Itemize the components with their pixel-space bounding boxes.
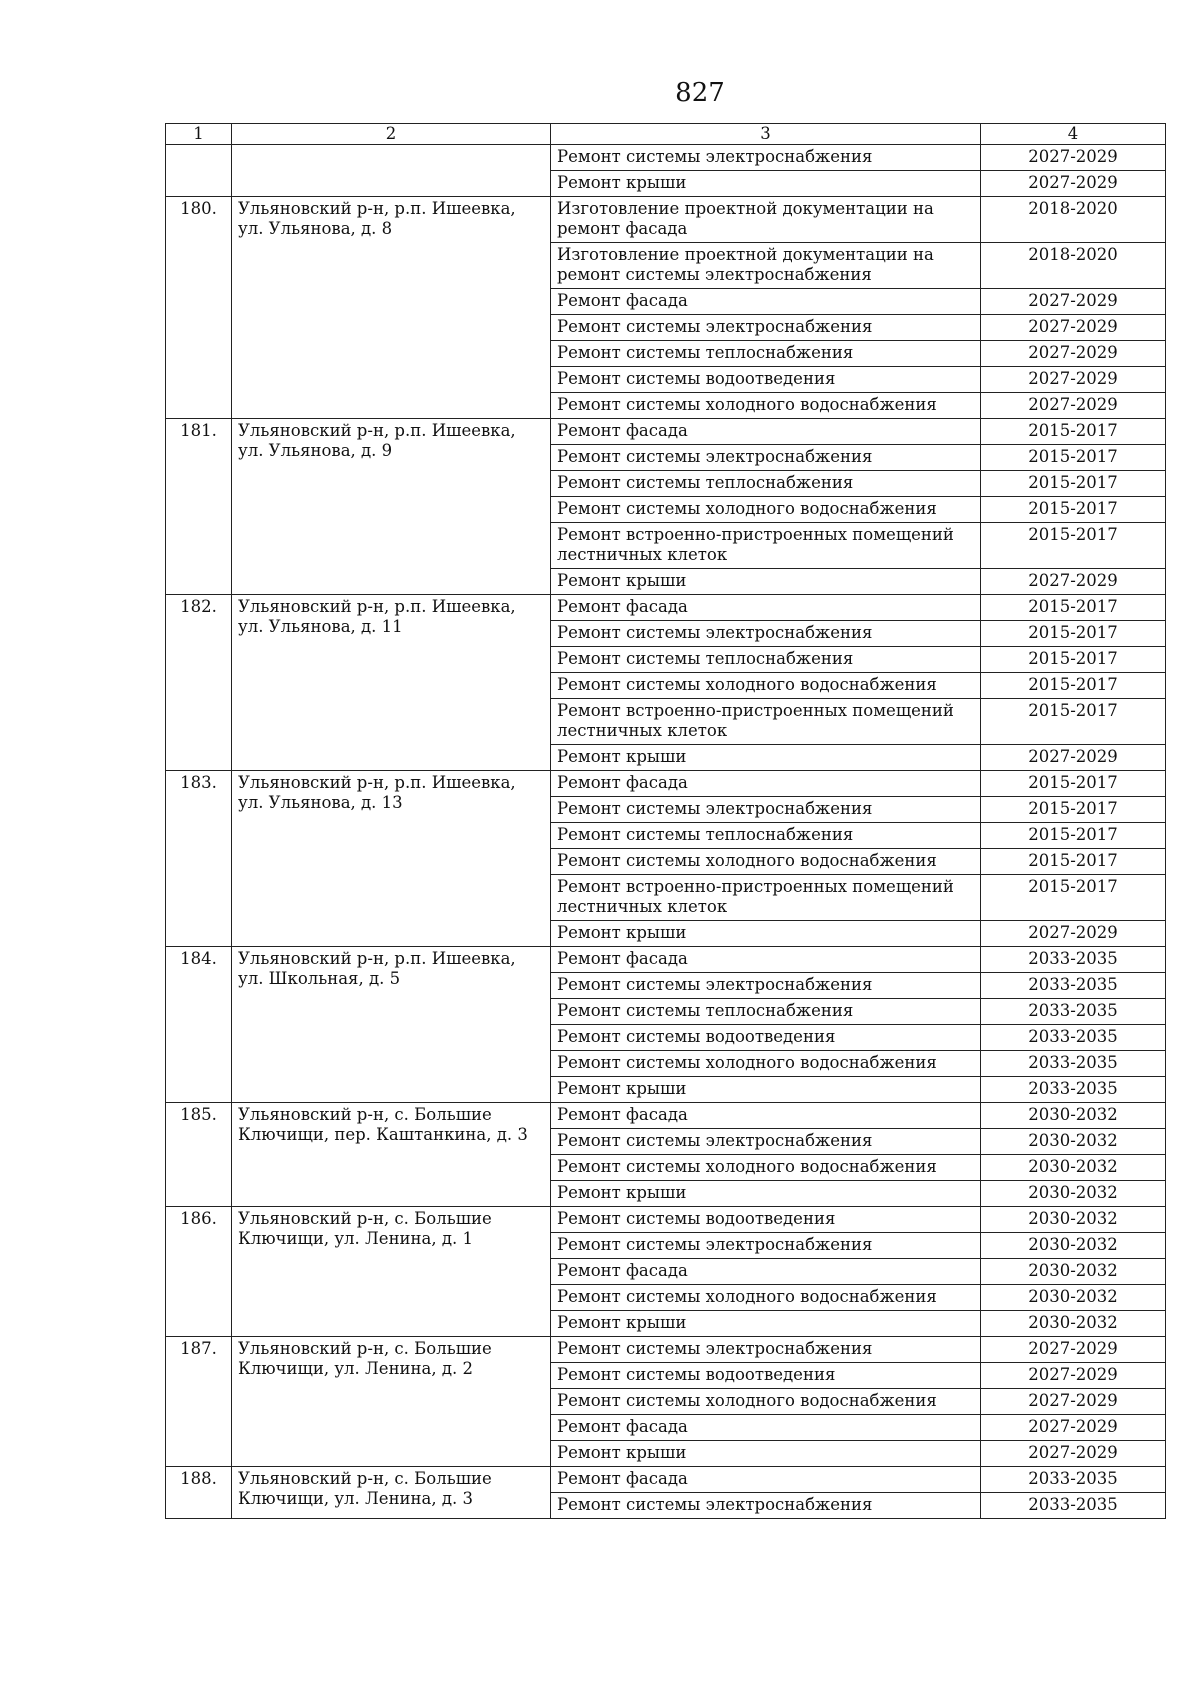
work-period: 2027-2029 xyxy=(981,1337,1166,1363)
work-type: Ремонт системы электроснабжения xyxy=(551,797,981,823)
building-address: Ульяновский р-н, р.п. Ишеевка, ул. Ульянова, д. 9 xyxy=(232,419,551,595)
work-period: 2027-2029 xyxy=(981,1415,1166,1441)
work-type: Ремонт фасада xyxy=(551,947,981,973)
building-address: Ульяновский р-н, р.п. Ишеевка, ул. Ульянова, д. 8 xyxy=(232,197,551,419)
work-type: Ремонт системы электроснабжения xyxy=(551,973,981,999)
work-type: Ремонт системы водоотведения xyxy=(551,1207,981,1233)
work-period: 2015-2017 xyxy=(981,419,1166,445)
work-type: Ремонт фасада xyxy=(551,595,981,621)
work-type: Ремонт системы холодного водоснабжения xyxy=(551,497,981,523)
work-type: Ремонт системы электроснабжения xyxy=(551,621,981,647)
table-row xyxy=(166,947,1166,973)
work-type: Ремонт системы теплоснабжения xyxy=(551,341,981,367)
work-period: 2027-2029 xyxy=(981,171,1166,197)
work-period: 2027-2029 xyxy=(981,341,1166,367)
work-type: Ремонт системы холодного водоснабжения xyxy=(551,673,981,699)
column-header: 1 xyxy=(166,124,232,145)
work-period: 2015-2017 xyxy=(981,875,1166,921)
work-type: Ремонт крыши xyxy=(551,921,981,947)
item-number: 184. xyxy=(166,947,232,1103)
table-row xyxy=(166,1103,1166,1129)
work-type: Ремонт системы водоотведения xyxy=(551,1363,981,1389)
work-type: Ремонт системы электроснабжения xyxy=(551,1337,981,1363)
column-number-row xyxy=(166,124,1166,145)
work-type: Ремонт крыши xyxy=(551,745,981,771)
work-period: 2030-2032 xyxy=(981,1285,1166,1311)
work-period: 2030-2032 xyxy=(981,1311,1166,1337)
item-number: 188. xyxy=(166,1467,232,1519)
building-address: Ульяновский р-н, с. Большие Ключищи, ул. Ленина, д. 3 xyxy=(232,1467,551,1519)
work-period: 2015-2017 xyxy=(981,673,1166,699)
work-type: Ремонт системы электроснабжения xyxy=(551,1233,981,1259)
table-row xyxy=(166,1337,1166,1363)
building-address: Ульяновский р-н, с. Большие Ключищи, ул. Ленина, д. 2 xyxy=(232,1337,551,1467)
work-period: 2015-2017 xyxy=(981,523,1166,569)
work-type: Ремонт встроенно-пристроенных помещений лестничных клеток xyxy=(551,875,981,921)
work-period: 2030-2032 xyxy=(981,1129,1166,1155)
work-type: Ремонт системы электроснабжения xyxy=(551,315,981,341)
column-header: 3 xyxy=(551,124,981,145)
work-type: Ремонт системы холодного водоснабжения xyxy=(551,1389,981,1415)
work-period: 2015-2017 xyxy=(981,699,1166,745)
item-number: 182. xyxy=(166,595,232,771)
table-row xyxy=(166,419,1166,445)
work-type: Ремонт встроенно-пристроенных помещений лестничных клеток xyxy=(551,699,981,745)
work-period: 2015-2017 xyxy=(981,797,1166,823)
table-row xyxy=(166,771,1166,797)
work-period: 2030-2032 xyxy=(981,1103,1166,1129)
work-period: 2030-2032 xyxy=(981,1207,1166,1233)
work-type: Ремонт фасада xyxy=(551,1103,981,1129)
work-period: 2027-2029 xyxy=(981,315,1166,341)
work-period: 2027-2029 xyxy=(981,393,1166,419)
work-type: Ремонт крыши xyxy=(551,1311,981,1337)
page-number: 827 xyxy=(675,78,725,108)
work-period: 2015-2017 xyxy=(981,849,1166,875)
table-row xyxy=(166,197,1166,243)
work-type: Ремонт системы водоотведения xyxy=(551,1025,981,1051)
work-period: 2027-2029 xyxy=(981,367,1166,393)
work-period: 2033-2035 xyxy=(981,999,1166,1025)
building-address: Ульяновский р-н, р.п. Ишеевка, ул. Школьная, д. 5 xyxy=(232,947,551,1103)
work-type: Ремонт системы теплоснабжения xyxy=(551,999,981,1025)
work-period: 2015-2017 xyxy=(981,647,1166,673)
work-period: 2033-2035 xyxy=(981,1077,1166,1103)
table-row xyxy=(166,1207,1166,1233)
column-header: 4 xyxy=(981,124,1166,145)
work-period: 2027-2029 xyxy=(981,745,1166,771)
work-type: Ремонт системы холодного водоснабжения xyxy=(551,393,981,419)
building-address xyxy=(232,145,551,197)
column-header: 2 xyxy=(232,124,551,145)
work-type: Ремонт системы холодного водоснабжения xyxy=(551,1155,981,1181)
work-type: Ремонт фасада xyxy=(551,289,981,315)
work-period: 2015-2017 xyxy=(981,771,1166,797)
repair-schedule-table xyxy=(165,123,1166,1519)
work-type: Изготовление проектной документации на ремонт системы электроснабжения xyxy=(551,243,981,289)
item-number: 183. xyxy=(166,771,232,947)
work-period: 2030-2032 xyxy=(981,1155,1166,1181)
work-period: 2027-2029 xyxy=(981,1441,1166,1467)
work-type: Ремонт крыши xyxy=(551,569,981,595)
building-address: Ульяновский р-н, с. Большие Ключищи, ул. Ленина, д. 1 xyxy=(232,1207,551,1337)
item-number: 180. xyxy=(166,197,232,419)
work-period: 2015-2017 xyxy=(981,445,1166,471)
building-address: Ульяновский р-н, р.п. Ишеевка, ул. Ульянова, д. 13 xyxy=(232,771,551,947)
work-period: 2027-2029 xyxy=(981,1363,1166,1389)
item-number: 185. xyxy=(166,1103,232,1207)
work-period: 2027-2029 xyxy=(981,921,1166,947)
work-type: Ремонт системы электроснабжения xyxy=(551,445,981,471)
work-period: 2015-2017 xyxy=(981,621,1166,647)
work-period: 2033-2035 xyxy=(981,947,1166,973)
work-period: 2030-2032 xyxy=(981,1259,1166,1285)
work-period: 2027-2029 xyxy=(981,289,1166,315)
work-period: 2015-2017 xyxy=(981,471,1166,497)
work-period: 2033-2035 xyxy=(981,1051,1166,1077)
work-period: 2015-2017 xyxy=(981,595,1166,621)
work-type: Ремонт фасада xyxy=(551,1467,981,1493)
work-type: Ремонт системы теплоснабжения xyxy=(551,823,981,849)
work-type: Ремонт фасада xyxy=(551,1415,981,1441)
work-type: Ремонт крыши xyxy=(551,1441,981,1467)
work-period: 2030-2032 xyxy=(981,1233,1166,1259)
work-type: Ремонт системы электроснабжения xyxy=(551,1129,981,1155)
work-period: 2018-2020 xyxy=(981,243,1166,289)
work-type: Ремонт системы водоотведения xyxy=(551,367,981,393)
work-period: 2027-2029 xyxy=(981,569,1166,595)
work-type: Ремонт системы электроснабжения xyxy=(551,145,981,171)
item-number: 181. xyxy=(166,419,232,595)
item-number xyxy=(166,145,232,197)
work-period: 2033-2035 xyxy=(981,1025,1166,1051)
work-type: Ремонт крыши xyxy=(551,1077,981,1103)
work-type: Ремонт системы холодного водоснабжения xyxy=(551,849,981,875)
work-type: Ремонт фасада xyxy=(551,1259,981,1285)
work-type: Ремонт встроенно-пристроенных помещений лестничных клеток xyxy=(551,523,981,569)
item-number: 187. xyxy=(166,1337,232,1467)
building-address: Ульяновский р-н, р.п. Ишеевка, ул. Ульянова, д. 11 xyxy=(232,595,551,771)
work-type: Изготовление проектной документации на ремонт фасада xyxy=(551,197,981,243)
work-period: 2015-2017 xyxy=(981,497,1166,523)
work-period: 2033-2035 xyxy=(981,1493,1166,1519)
work-period: 2030-2032 xyxy=(981,1181,1166,1207)
work-period: 2027-2029 xyxy=(981,145,1166,171)
table-row xyxy=(166,145,1166,171)
table-row xyxy=(166,1467,1166,1493)
work-type: Ремонт фасада xyxy=(551,771,981,797)
work-period: 2033-2035 xyxy=(981,1467,1166,1493)
work-type: Ремонт фасада xyxy=(551,419,981,445)
work-type: Ремонт системы электроснабжения xyxy=(551,1493,981,1519)
work-period: 2027-2029 xyxy=(981,1389,1166,1415)
work-period: 2015-2017 xyxy=(981,823,1166,849)
item-number: 186. xyxy=(166,1207,232,1337)
work-type: Ремонт системы холодного водоснабжения xyxy=(551,1285,981,1311)
work-type: Ремонт крыши xyxy=(551,1181,981,1207)
work-type: Ремонт системы холодного водоснабжения xyxy=(551,1051,981,1077)
building-address: Ульяновский р-н, с. Большие Ключищи, пер. Каштанкина, д. 3 xyxy=(232,1103,551,1207)
work-type: Ремонт системы теплоснабжения xyxy=(551,647,981,673)
table-row xyxy=(166,595,1166,621)
work-period: 2018-2020 xyxy=(981,197,1166,243)
work-type: Ремонт системы теплоснабжения xyxy=(551,471,981,497)
work-type: Ремонт крыши xyxy=(551,171,981,197)
work-period: 2033-2035 xyxy=(981,973,1166,999)
